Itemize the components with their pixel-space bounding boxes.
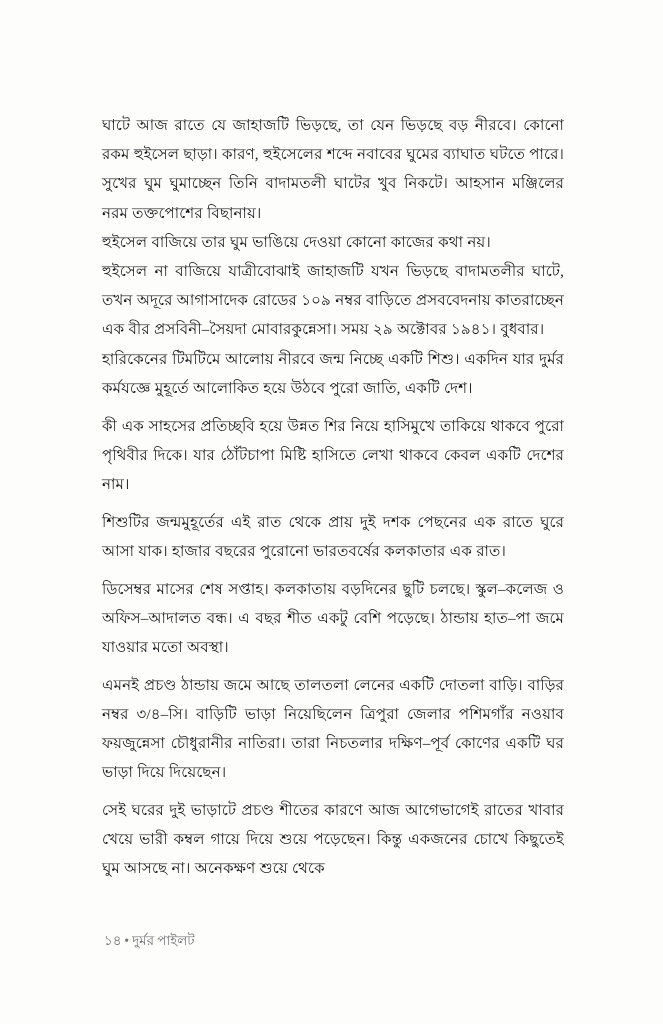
paragraph: হুইসেল না বাজিয়ে যাত্রীবোঝাই জাহাজটি যখন ভিড়ছে বাদামতলীর ঘাটে, তখন অদূরে আগাসাদেক রোডের ১০৯ নম্বর বাড়িতে প্রসববেদনায় কাতরাচ্ছেন এক বীর প্রসবিনী–সৈয়দা মোবারকুন্নেসা। সময় ২৯ অক্টোবর ১৯৪১। বুধবার। <box>102 264 564 339</box>
paragraph: এমনই প্রচণ্ড ঠান্ডায় জমে আছে তালতলা লেনের একটি দোতলা বাড়ি। বাড়ির নম্বর ৩/৪–সি। বাড়িটি ভাড়া নিয়েছিলেন ত্রিপুরা জেলার পশিমগাঁর নওয়াব ফয়জুন্নেসা চৌধুরানীর নাতিরা। তারা নিচতলার দক্ষিণ–পূর্ব কোণের একটি ঘর ভাড়া দিয়ে দিয়েছেন। <box>102 677 564 782</box>
page-text-block <box>102 112 564 885</box>
paragraph: কী এক সাহসের প্রতিচ্ছবি হয়ে উন্নত শির নিয়ে হাসিমুখে তাকিয়ে থাকবে পুরো পৃথিবীর দিকে। যার ঠোঁটচাপা মিষ্টি হাসিতে লেখা থাকবে কেবল একটি দেশের নাম। <box>102 418 564 493</box>
page-footer <box>104 932 195 950</box>
paragraph: সেই ঘরের দুই ভাড়াটে প্রচণ্ড শীতের কারণে আজ আগেভাগেই রাতের খাবার খেয়ে ভারী কম্বল গায়ে দিয়ে শুয়ে পড়েছেন। কিন্তু একজনের চোখে কিছুতেই ঘুম আসছে না। অনেকক্ষণ শুয়ে থেকে <box>102 802 564 878</box>
footer-separator-icon: • <box>124 933 130 948</box>
paragraph: ঘাটে আজ রাতে যে জাহাজটি ভিড়ছে, তা যেন ভিড়ছে বড় নীরবে। কোনো রকম হুইসেল ছাড়া। কারণ, হুইসেলের শব্দে নবাবের ঘুমের ব্যাঘাত ঘটতে পারে। সুখের ঘুম ঘুমাচ্ছেন তিনি বাদামতলী ঘাটের খুব নিকটে। আহসান মঞ্জিলের নরম তক্তপোশের বিছানায়। <box>102 118 564 222</box>
footer-page-number: ১৪ <box>104 933 122 948</box>
paragraph: ডিসেম্বর মাসের শেষ সপ্তাহ। কলকাতায় বড়দিনের ছুটি চলছে। স্কুল–কলেজ ও অফিস–আদালত বন্ধ। এ বছর শীত একটু বেশি পড়েছে। ঠান্ডায় হাত–পা জমে যাওয়ার মতো অবস্থা। <box>102 581 564 656</box>
paragraph: শিশুটির জন্মমুহূর্তের এই রাত থেকে প্রায় দুই দশক পেছনের এক রাতে ঘুরে আসা যাক। হাজার বছরের পুরোনো ভারতবর্ষের কলকাতার এক রাত। <box>102 514 564 560</box>
footer-book-title: দুর্মর পাইলট <box>132 933 195 948</box>
paragraph: হারিকেনের টিমটিমে আলোয় নীরবে জন্ম নিচ্ছে একটি শিশু। একদিন যার দুর্মর কর্মযজ্ঞে মুহূর্তে আলোকিত হয়ে উঠবে পুরো জাতি, একটি দেশ। <box>102 351 564 397</box>
paragraph: হুইসেল বাজিয়ে তার ঘুম ভাঙিয়ে দেওয়া কোনো কাজের কথা নয়। <box>102 234 491 251</box>
